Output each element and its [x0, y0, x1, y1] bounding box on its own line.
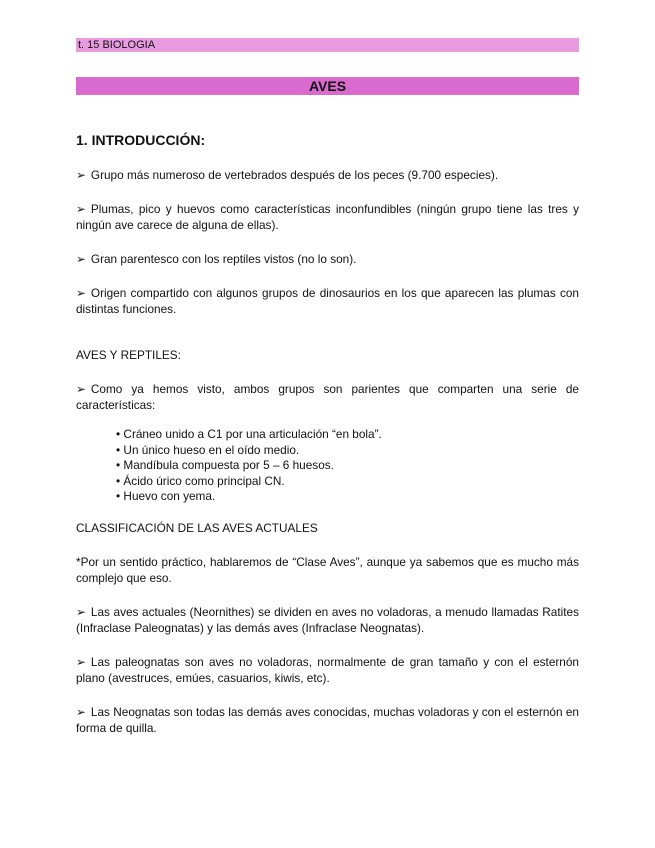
intro-paragraph-3: ➢ Gran parentesco con los reptiles vistos (no lo son).: [76, 252, 357, 266]
bullet-dot-icon: •: [116, 442, 121, 457]
bullet-dot-icon: •: [116, 427, 121, 441]
classification-paragraph-2: ➢ Las paleognatas son aves no voladoras, normalmente de gran tamaño y con el esternón plano (avestruces, emúes, casuarios, kiwis, etc).: [76, 654, 579, 685]
classification-paragraph-3: ➢ Las Neognatas son todas las demás aves conocidas, muchas voladoras y con el esternón en forma de quilla.: [76, 704, 579, 735]
bullet-dot-icon: •: [116, 473, 121, 488]
classification-note: *Por un sentido práctico, hablaremos de “Clase Aves”, aunque ya sabemos que es mucho más complejo que eso.: [76, 554, 579, 585]
document-page: [76, 38, 579, 736]
intro-paragraph-4: ➢ Origen compartido con algunos grupos de dinosaurios en los que aparecen las plumas con distintas funciones.: [76, 286, 579, 316]
intro-paragraph-1: ➢ Grupo más numeroso de vertebrados después de los peces (9.700 especies).: [76, 168, 499, 182]
bullet-dot-icon: •: [116, 489, 121, 503]
arrow-bullet-icon: ➢: [76, 654, 86, 669]
arrow-bullet-icon: ➢: [76, 252, 86, 266]
subsection-label-classification: CLASSIFICACIÓN DE LAS AVES ACTUALES: [76, 520, 318, 535]
arrow-bullet-icon: ➢: [76, 202, 86, 216]
header-label: t. 15 BIOLOGIA: [78, 39, 156, 51]
title-banner: [76, 77, 579, 95]
aves-reptiles-intro: ➢ Como ya hemos visto, ambos grupos son parientes que comparten una serie de características:: [76, 382, 579, 412]
list-item: • Cráneo unido a C1 por una articulación “en bola”.: [116, 427, 382, 441]
intro-paragraph-2: ➢ Plumas, pico y huevos como características inconfundibles (ningún grupo tiene las tres y ningún ave carece de alguna de ellas).: [76, 202, 579, 232]
arrow-bullet-icon: ➢: [76, 382, 86, 396]
classification-paragraph-1: ➢ Las aves actuales (Neornithes) se dividen en aves no voladoras, a menudo llamadas Ratites (Infraclase Paleognatas) y las demás aves (Infraclase Neognatas).: [76, 604, 579, 635]
arrow-bullet-icon: ➢: [76, 604, 86, 619]
page-title: AVES: [308, 78, 347, 94]
document-header: [76, 38, 579, 52]
arrow-bullet-icon: ➢: [76, 168, 86, 182]
shared-features-list: [76, 427, 579, 505]
list-item: • Un único hueso en el oído medio.: [116, 442, 300, 457]
subsection-label-aves-reptiles: AVES Y REPTILES:: [76, 348, 181, 362]
arrow-bullet-icon: ➢: [76, 286, 86, 300]
list-item: • Mandíbula compuesta por 5 – 6 huesos.: [116, 458, 334, 472]
list-item: • Ácido úrico como principal CN.: [116, 473, 285, 488]
list-item: • Huevo con yema.: [116, 489, 216, 503]
section-heading-introduccion: 1. INTRODUCCIÓN:: [76, 132, 206, 148]
arrow-bullet-icon: ➢: [76, 704, 86, 719]
bullet-dot-icon: •: [116, 458, 121, 472]
